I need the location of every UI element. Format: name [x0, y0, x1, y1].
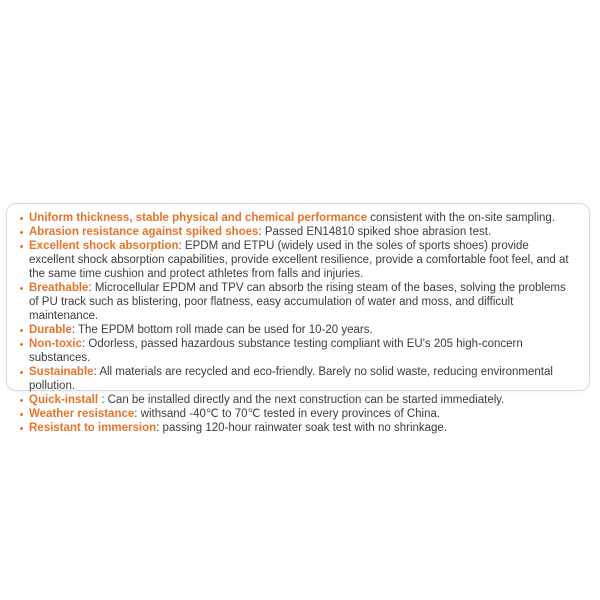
feature-lead-text: Breathable	[29, 282, 89, 294]
bullet-dot-icon	[20, 287, 23, 290]
list-item	[17, 393, 577, 407]
feature-body-text: : Microcellular EPDM and TPV can absorb the rising steam of the bases, solving the problems of PU track such as blistering, poor flatness, easy accumulation of water and moss, and difficult maintenance.	[29, 282, 566, 322]
feature-body-text: : The EPDM bottom roll made can be used for 10-20 years.	[71, 324, 373, 336]
feature-lead-text: Abrasion resistance against spiked shoes	[29, 226, 259, 238]
feature-body-text: consistent with the on-site sampling.	[367, 212, 556, 224]
feature-body-text: : withsand -40℃ to 70℃ tested in every provinces of China.	[134, 408, 441, 420]
feature-lead-text: Excellent shock absorption	[29, 240, 179, 252]
bullet-dot-icon	[20, 343, 23, 346]
bullet-dot-icon	[20, 427, 23, 430]
feature-lead-text: Durable	[29, 324, 72, 336]
bullet-dot-icon	[20, 245, 23, 248]
feature-lead-text: Uniform thickness, stable physical and chemical performance	[29, 212, 368, 224]
list-item	[17, 225, 577, 239]
feature-list	[7, 204, 589, 435]
feature-lead-text: Non-toxic	[29, 338, 83, 350]
feature-lead-text: Resistant to immersion	[29, 422, 157, 434]
list-item	[17, 211, 577, 225]
feature-lead-text: Quick-install	[29, 394, 99, 406]
feature-body-text: : EPDM and ETPU (widely used in the soles of sports shoes) provide excellent shock absorption capabilities, provide excellent resilience, provide a comfortable foot feel, and at the same time cushion and protect athletes from falls and injuries.	[29, 240, 569, 280]
bullet-dot-icon	[20, 413, 23, 416]
feature-body-text: : All materials are recycled and eco-friendly. Barely no solid waste, reducing environmental pollution.	[29, 366, 553, 392]
feature-body-text: : passing 120-hour rainwater soak test with no shrinkage.	[156, 422, 448, 434]
feature-body-text: : Passed EN14810 spiked shoe abrasion test.	[258, 226, 492, 238]
bullet-dot-icon	[20, 399, 23, 402]
list-item	[17, 407, 577, 421]
bullet-dot-icon	[20, 371, 23, 374]
feature-lead-text: Weather resistance	[29, 408, 135, 420]
bullet-dot-icon	[20, 231, 23, 234]
list-item	[17, 239, 577, 281]
list-item	[17, 421, 577, 435]
feature-card	[6, 203, 590, 434]
list-item	[17, 337, 577, 365]
list-item	[17, 365, 577, 393]
list-item	[17, 281, 577, 323]
bullet-dot-icon	[20, 329, 23, 332]
list-item	[17, 323, 577, 337]
bullet-dot-icon	[20, 217, 23, 220]
feature-body-text: : Odorless, passed hazardous substance testing compliant with EU's 205 high-concern substances.	[29, 338, 523, 364]
feature-body-text: : Can be installed directly and the next construction can be started immediately.	[98, 394, 505, 406]
feature-lead-text: Sustainable	[29, 366, 94, 378]
